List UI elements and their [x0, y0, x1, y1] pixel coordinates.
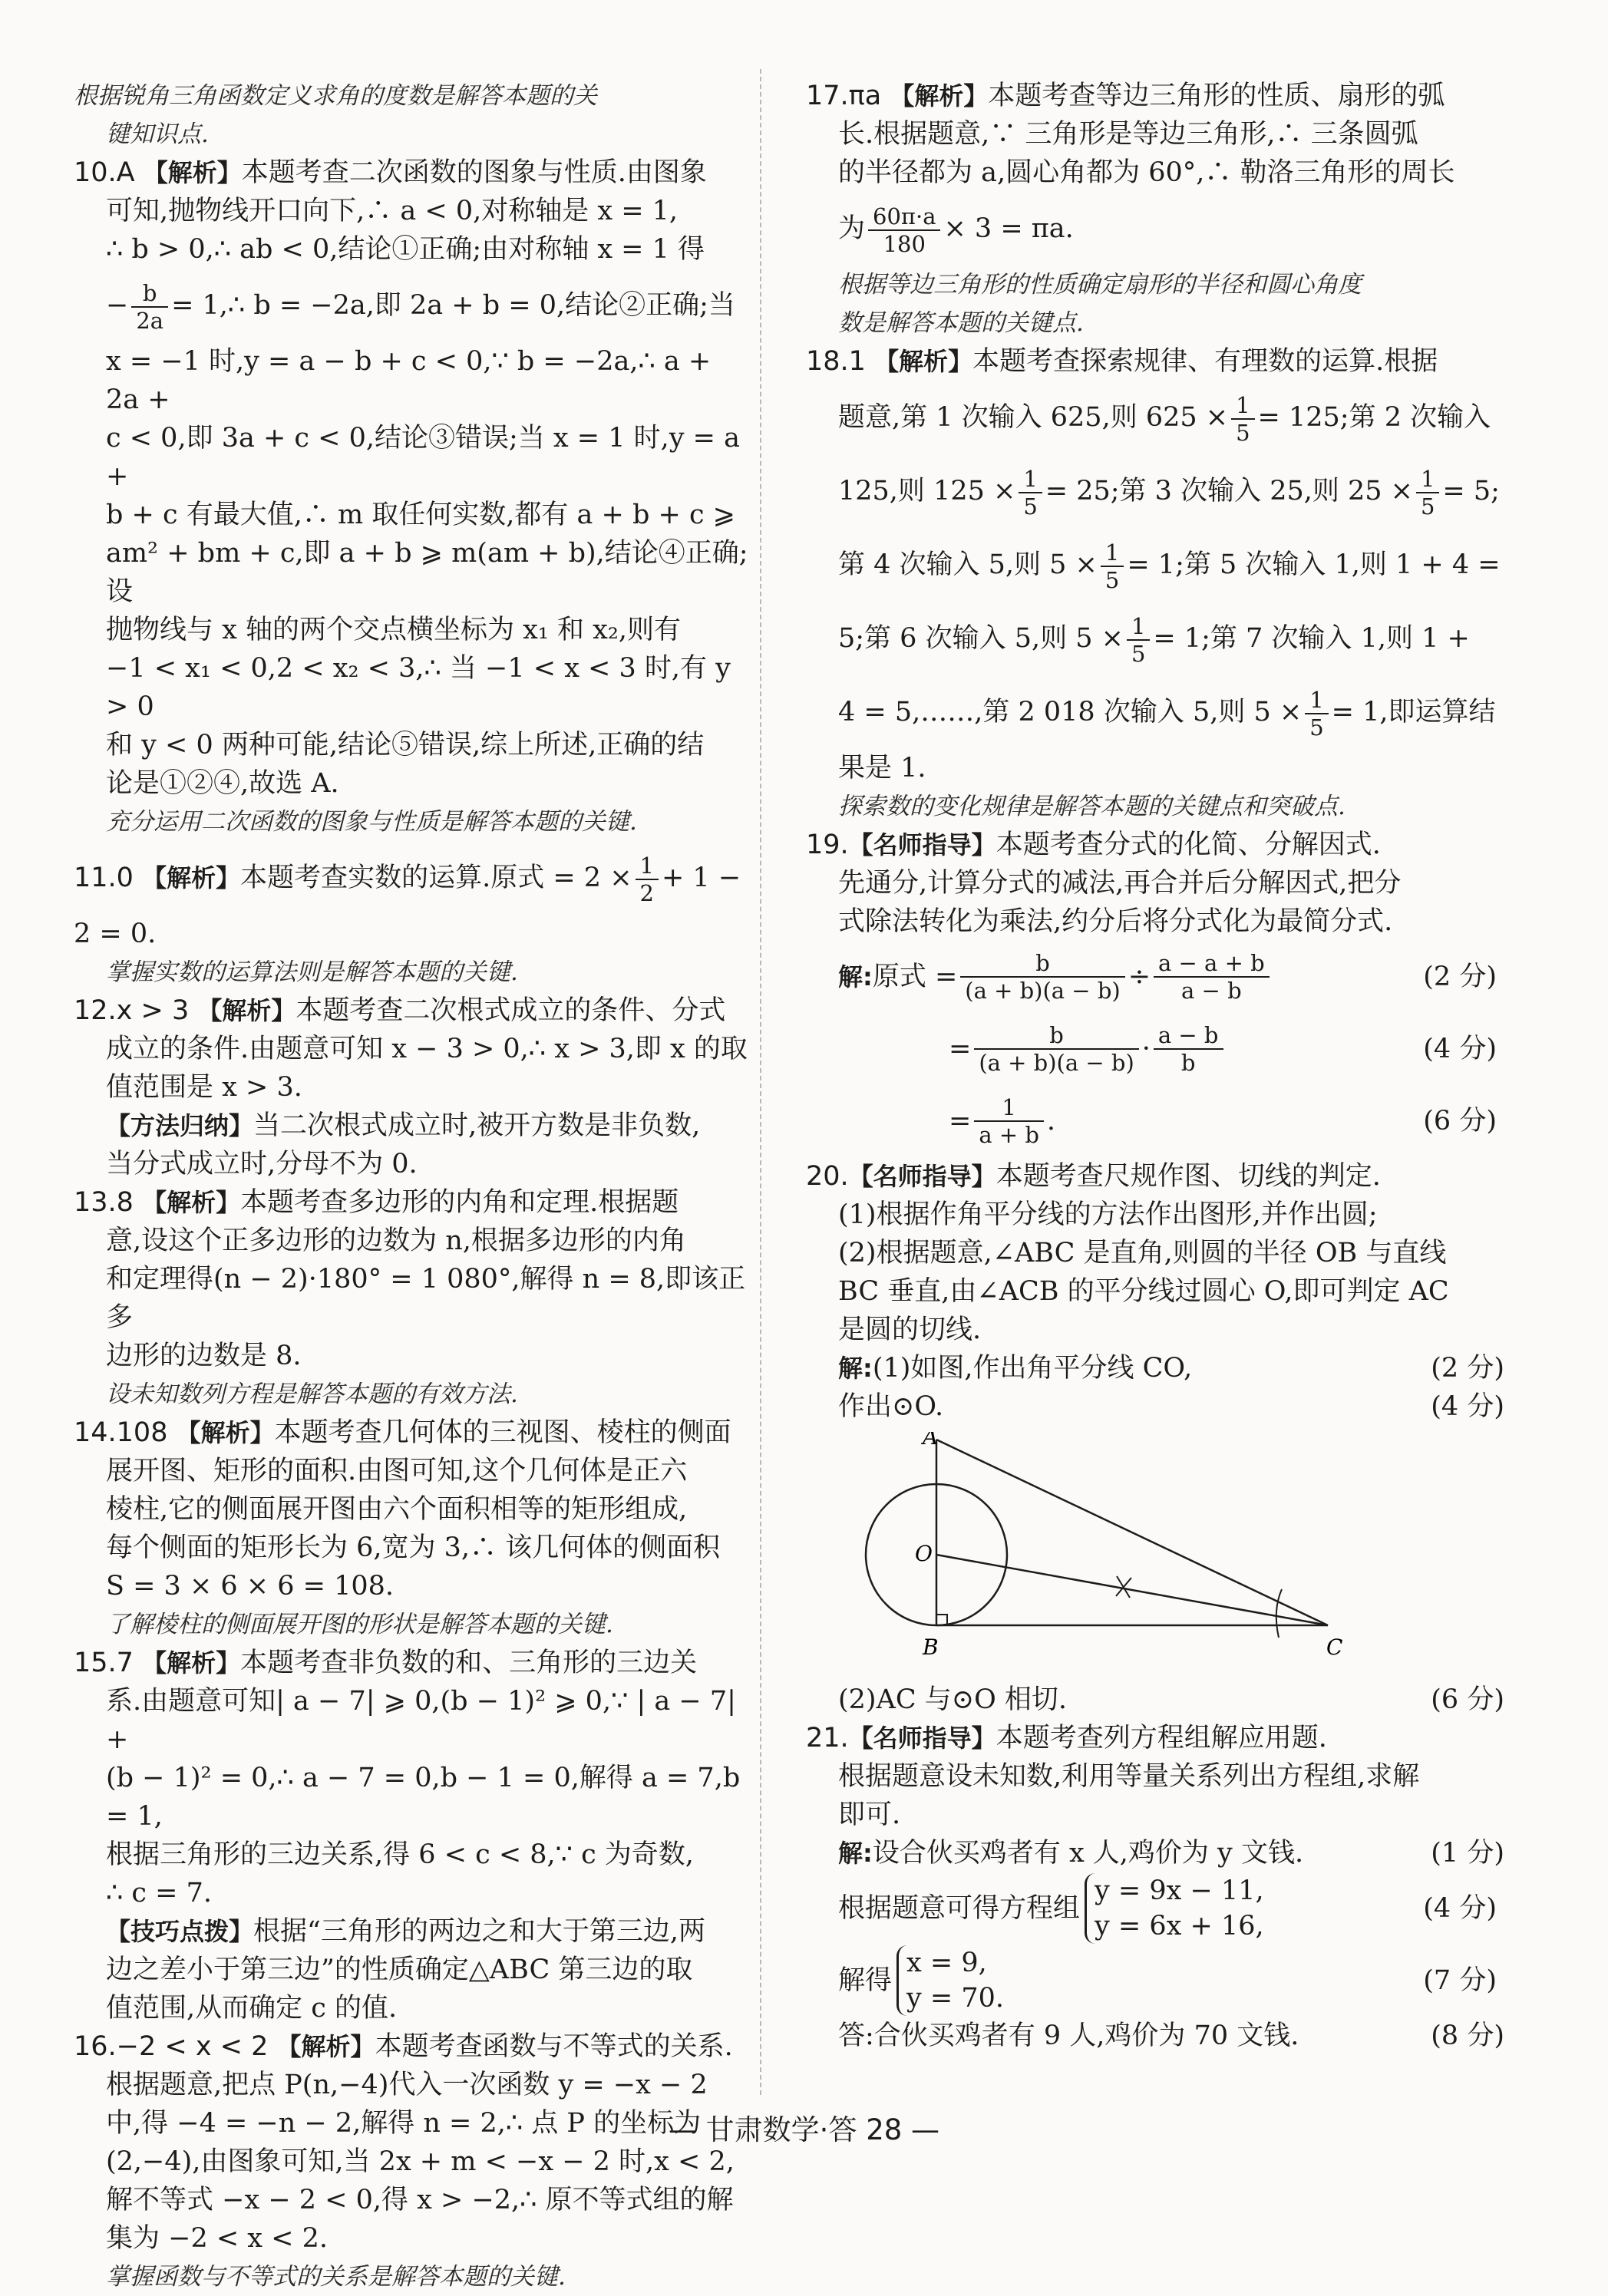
key-point: 键知识点.: [106, 120, 209, 148]
guidance-tag: 【名师指导】: [848, 1162, 996, 1191]
fraction: $\frac{1}{2}$: [636, 853, 659, 906]
key-point: 根据等边三角形的性质确定扇形的半径和圆心角度: [838, 271, 1362, 299]
left-column: [74, 77, 749, 2296]
answer-number: 13.8: [74, 1187, 134, 1218]
guidance-tag: 【名师指导】: [848, 830, 996, 859]
text-line: 集为 −2 < x < 2.: [106, 2223, 329, 2254]
answer-number: 20.: [806, 1161, 849, 1192]
fraction: $\frac{1}{5}$: [1416, 466, 1439, 520]
text-line: −1 < x₁ < 0,2 < x₂ < 3,∴ 当 −1 < x < 3 时,有 y > 0: [106, 653, 731, 722]
answer-16: 16.−2 < x < 2 【解析】本题考查函数与不等式的关系. 根据题意,把点 P(n,−4)代入一次函数 y = −x − 2 中,得 −4 = −n − 2,解得 n = 2,∴ 点 P 的坐标为 (2,−4),由图象可知,当 2x + m < −x − 2 时,x < 2, 解不等式 −x − 2 < 0,得 x > −2,∴ 原不等式组的解 集为 −2 < x < 2. 掌握函数与不等式的关系是解答本题的关键.: [74, 2027, 749, 2296]
key-point: 了解棱柱的侧面展开图的形状是解答本题的关键.: [106, 1611, 613, 1638]
score-label: (7 分): [1423, 1965, 1497, 1996]
score-label: (2 分): [1423, 962, 1497, 992]
text-line: ∴ b > 0,∴ ab < 0,结论①正确;由对称轴 x = 1 得: [106, 234, 705, 265]
text-line: 2 = 0.: [74, 919, 157, 949]
text-line: 成立的条件.由题意可知 x − 3 > 0,∴ x > 3,即 x 的取: [106, 1034, 748, 1064]
fraction: $\frac{1}{5}$: [1101, 539, 1124, 593]
label-b: B: [923, 1635, 939, 1660]
text-line: − $\frac{b}{2a}$ = 1,∴ b = −2a,即 2a + b = 0,结论②正确;当: [106, 279, 735, 334]
answer-number: 11.0: [74, 863, 134, 893]
text-line: 果是 1.: [838, 753, 926, 783]
analysis-tag: 【解析】: [143, 158, 242, 187]
text-line: 根据三角形的三边关系,得 6 < c < 8,∵ c 为奇数,: [106, 1839, 694, 1870]
answer-19: 19.【名师指导】本题考查分式的化简、分解因式. 先通分,计算分式的减法,再合并后分解因式,把分 式除法转化为乘法,约分后将分式化为最简分式. 解: 原式 = $\frac{b}{(a + b)(a - b)}$ ÷ $\frac{a - a + b}{a - b}$ (2 分) = $\frac{b}{(a + b)(a - b)}$ · a − b b (4 分) = $\frac{1}{a + b}$ . (6 分): [806, 826, 1504, 1157]
text-line: 长.根据题意,∵ 三角形是等边三角形,∴ 三条圆弧: [838, 119, 1418, 150]
text-line: 每个侧面的矩形长为 6,宽为 3,∴ 该几何体的侧面积: [106, 1532, 721, 1563]
fraction: $\frac{1}{5}$: [1231, 392, 1254, 446]
segment-ac: [936, 1440, 1328, 1625]
text-line: 125,则 125 × $\frac{1}{5}$ = 25;第 3 次输入 25,则 25 × $\frac{1}{5}$ = 5;: [838, 465, 1500, 520]
text-line: 4 = 5,……,第 2 018 次输入 5,则 5 × $\frac{1}{5}$ = 1,即运算结: [838, 686, 1496, 741]
text-line: 和定理得(n − 2)·180° = 1 080°,解得 n = 8,即该正多: [106, 1264, 746, 1333]
text-line: 和 y < 0 两种可能,结论⑤错误,综上所述,正确的结: [106, 730, 705, 760]
equation-system: y = 9x − 11, y = 6x + 16,: [1085, 1873, 1264, 1944]
answer-number: 15.7: [74, 1648, 134, 1678]
score-label: (1 分): [1431, 1838, 1504, 1869]
answer-10: [74, 153, 749, 841]
text-line: 即可.: [838, 1800, 901, 1830]
right-angle-mark: [936, 1615, 947, 1625]
page-footer: — 甘肃数学·答 28 —: [668, 2113, 940, 2146]
answer-number: 21.: [806, 1723, 849, 1753]
text-line: 先通分,计算分式的减法,再合并后分解因式,把分: [838, 868, 1402, 899]
text-line: 边之差小于第三边”的性质确定△ABC 第三边的取: [106, 1955, 693, 1985]
score-label: (8 分): [1431, 2021, 1504, 2051]
analysis-tag: 【解析】: [276, 2032, 375, 2061]
column-divider: [760, 69, 761, 2095]
solution-step: 解: 原式 = $\frac{b}{(a + b)(a - b)}$ ÷ $\frac{a - a + b}{a - b}$ (2 分): [838, 950, 1497, 1004]
text-line: 意,设这个正多边形的边数为 n,根据多边形的内角: [106, 1226, 686, 1256]
text-line: 式除法转化为乘法,约分后将分式化为最简分式.: [838, 906, 1393, 937]
text-line: 的半径都为 a,圆心角都为 60°,∴ 勒洛三角形的周长: [838, 157, 1455, 188]
guidance-tag: 【名师指导】: [848, 1724, 996, 1753]
analysis-tag: 【解析】: [142, 1188, 241, 1217]
text-line: (b − 1)² = 0,∴ a − 7 = 0,b − 1 = 0,解得 a = 7,b = 1,: [106, 1763, 741, 1832]
tip-tag: 【技巧点拨】: [106, 1917, 254, 1946]
score-label: (6 分): [1431, 1684, 1504, 1715]
analysis-tag: 【解析】: [874, 347, 973, 376]
solution-step: 作出⊙O. (4 分): [806, 1387, 1504, 1426]
answer-number: 18.1: [806, 346, 866, 377]
fraction: $\frac{1}{5}$: [1019, 466, 1042, 520]
text-line: BC 垂直,由∠ACB 的平分线过圆心 O,即可判定 AC: [838, 1276, 1449, 1307]
answer-number: 14.108: [74, 1417, 168, 1448]
text-line: 为 $\frac{60\pi\cdot a}{180}$ × 3 = πa.: [838, 203, 1074, 257]
score-label: (4 分): [1423, 1034, 1497, 1064]
fraction: $\frac{60\pi\cdot a}{180}$: [868, 203, 940, 257]
bisector-co: [936, 1555, 1328, 1625]
construction-arc: [1276, 1589, 1282, 1638]
analysis-tag: 【解析】: [197, 996, 296, 1025]
solution-step: 解:设合伙买鸡者有 x 人,鸡价为 y 文钱. (1 分): [806, 1834, 1504, 1872]
text-line: 题意,第 1 次输入 625,则 625 × $\frac{1}{5}$ = 125;第 2 次输入: [838, 391, 1491, 446]
solution-step: 解得 x = 9, y = 70. (7 分): [806, 1945, 1504, 2017]
answer-21: 21.【名师指导】本题考查列方程组解应用题. 根据题意设未知数,利用等量关系列出方程组,求解 即可. 解:设合伙买鸡者有 x 人,鸡价为 y 文钱. (1 分) 根据题意可得方程组 y = 9x − 11, y = 6x + 16, (4 分) 解得 x = 9, y = 70. (7 分) 答:合伙买鸡者有 9 人,鸡价为 70 文钱. (8 分): [806, 1719, 1504, 2055]
text-line: x = −1 时,y = a − b + c < 0,∵ b = −2a,∴ a + 2a +: [106, 346, 712, 415]
key-point: 设未知数列方程是解答本题的有效方法.: [106, 1381, 518, 1408]
answer-12: 12.x > 3 【解析】本题考查二次根式成立的条件、分式 成立的条件.由题意可知 x − 3 > 0,∴ x > 3,即 x 的取 值范围是 x > 3. 【方法归纳】当二次根式成立时,被开方数是非负数, 当分式成立时,分母不为 0.: [74, 991, 749, 1183]
equation-system: x = 9, y = 70.: [896, 1945, 1004, 2016]
fraction: $\frac{b}{2a}$: [131, 280, 168, 334]
text-line: 值范围,从而确定 c 的值.: [106, 1993, 398, 2024]
text-line: 第 4 次输入 5,则 5 × $\frac{1}{5}$ = 1;第 5 次输入 1,则 1 + 4 =: [838, 539, 1501, 593]
solution-step: 答:合伙买鸡者有 9 人,鸡价为 70 文钱. (8 分): [806, 2017, 1504, 2055]
text-line: 值范围是 x > 3.: [106, 1072, 302, 1103]
solution-step: (2)AC 与⊙O 相切. (6 分): [806, 1681, 1504, 1719]
solution-step: = $\frac{1}{a + b}$ . (6 分): [949, 1094, 1497, 1148]
key-point: 掌握实数的运算法则是解答本题的关键.: [106, 958, 518, 986]
text-line: am² + bm + c,即 a + b ⩾ m(am + b),结论④正确;设: [106, 538, 748, 607]
text-line: 可知,抛物线开口向下,∴ a < 0,对称轴是 x = 1,: [106, 196, 679, 226]
fraction: $\frac{1}{5}$: [1127, 613, 1150, 667]
analysis-tag: 【解析】: [176, 1418, 275, 1447]
text-line: 棱柱,它的侧面展开图由六个面积相等的矩形组成,: [106, 1494, 688, 1525]
label-c: C: [1326, 1635, 1343, 1660]
text-line: ∴ c = 7.: [106, 1878, 212, 1908]
text-line: 是圆的切线.: [838, 1315, 982, 1345]
score-label: (4 分): [1431, 1391, 1504, 1422]
answer-number: 16.−2 < x < 2: [74, 2031, 269, 2062]
answer-11: 11.0 【解析】本题考查实数的运算.原式 = 2 × $\frac{1}{2}$ + 1 − 2 = 0. 掌握实数的运算法则是解答本题的关键.: [74, 841, 749, 991]
method-tag: 【方法归纳】: [106, 1111, 254, 1140]
key-point: 充分运用二次函数的图象与性质是解答本题的关键.: [106, 808, 637, 836]
answer-13: 13.8 【解析】本题考查多边形的内角和定理.根据题 意,设这个正多边形的边数为 n,根据多边形的内角 和定理得(n − 2)·180° = 1 080°,解得 n = 8,即该正多 边形的边数是 8. 设未知数列方程是解答本题的有效方法.: [74, 1183, 749, 1414]
analysis-tag: 【解析】: [142, 863, 241, 892]
text-line: 根据题意,把点 P(n,−4)代入一次函数 y = −x − 2: [106, 2070, 708, 2100]
text-line: 本题考查二次函数的图象与性质.由图象: [241, 157, 707, 188]
text-line: (1)根据作角平分线的方法作出图形,并作出圆;: [838, 1199, 1378, 1230]
text-line: 边形的边数是 8.: [106, 1341, 302, 1371]
text-line: S = 3 × 6 × 6 = 108.: [106, 1571, 395, 1602]
score-label: (4 分): [1423, 1893, 1497, 1924]
analysis-tag: 【解析】: [142, 1648, 241, 1677]
geometry-figure: [852, 1432, 1359, 1670]
key-point: 探索数的变化规律是解答本题的关键点和突破点.: [838, 793, 1346, 820]
solution-step: 解:(1)如图,作出角平分线 CO, (2 分): [806, 1349, 1504, 1387]
answer-number: 19.: [806, 830, 849, 860]
solution-step: 根据题意可得方程组 y = 9x − 11, y = 6x + 16, (4 分): [806, 1872, 1504, 1945]
text-line: c < 0,即 3a + c < 0,结论③错误;当 x = 1 时,y = a +: [106, 423, 740, 492]
text-line: 论是①②④,故选 A.: [106, 768, 339, 799]
answer-17: 17.πa 【解析】本题考查等边三角形的性质、扇形的弧 长.根据题意,∵ 三角形是等边三角形,∴ 三条圆弧 的半径都为 a,圆心角都为 60°,∴ 勒洛三角形的周长 为 $\frac{60\pi\cdot a}{180}$ × 3 = πa. 根据等边三角形的性质确定扇形的半径和圆心角度 数是解答本题的关键点.: [806, 77, 1504, 342]
text-line: 根据题意设未知数,利用等量关系列出方程组,求解: [838, 1761, 1420, 1792]
fraction: $\frac{1}{5}$: [1305, 687, 1328, 741]
score-label: (2 分): [1431, 1353, 1504, 1384]
key-point: 根据锐角三角函数定义求角的度数是解答本题的关: [74, 82, 597, 110]
label-a: A: [923, 1432, 939, 1450]
text-line: 当分式成立时,分母不为 0.: [106, 1149, 418, 1179]
answer-number: 17.πa: [806, 81, 882, 111]
text-line: 5;第 6 次输入 5,则 5 × $\frac{1}{5}$ = 1;第 7 次输入 1,则 1 +: [838, 612, 1470, 667]
answer-20: 20.【名师指导】本题考查尺规作图、切线的判定. (1)根据作角平分线的方法作出图形,并作出圆; (2)根据题意,∠ABC 是直角,则圆的半径 OB 与直线 BC 垂直,由∠ACB 的平分线过圆心 O,即可判定 AC 是圆的切线. 解:(1)如图,作出角平分线 CO, (2 分) 作出⊙O. (4 分) A O B C (2)AC 与⊙O 相切. (6 分): [806, 1157, 1504, 1719]
score-label: (6 分): [1423, 1106, 1497, 1136]
text-line: 展开图、矩形的面积.由图可知,这个几何体是正六: [106, 1456, 688, 1486]
text-line: 中,得 −4 = −n − 2,解得 n = 2,∴ 点 P 的坐标为: [106, 2108, 702, 2139]
answer-number: 12.x > 3: [74, 995, 190, 1026]
right-column: [806, 77, 1504, 2055]
answer-number: 10.A: [74, 157, 135, 188]
text-line: 抛物线与 x 轴的两个交点横坐标为 x₁ 和 x₂,则有: [106, 615, 682, 645]
text-line: 系.由题意可知| a − 7| ⩾ 0,(b − 1)² ⩾ 0,∵ | a − 7| +: [106, 1686, 736, 1755]
answer-15: 15.7 【解析】本题考查非负数的和、三角形的三边关 系.由题意可知| a − 7| ⩾ 0,(b − 1)² ⩾ 0,∵ | a − 7| + (b − 1)² = 0,∴ a − 7 = 0,b − 1 = 0,解得 a = 7,b = 1, 根据三角形的三边关系,得 6 < c < 8,∵ c 为奇数, ∴ c = 7. 【技巧点拨】根据“三角形的两边之和大于第三边,两 边之差小于第三边”的性质确定△ABC 第三边的取 值范围,从而确定 c 的值.: [74, 1644, 749, 2027]
answer-14: 14.108 【解析】本题考查几何体的三视图、棱柱的侧面 展开图、矩形的面积.由图可知,这个几何体是正六 棱柱,它的侧面展开图由六个面积相等的矩形组成, 每个侧面的矩形长为 6,宽为 3,∴ 该几何体的侧面积 S = 3 × 6 × 6 = 108. 了解棱柱的侧面展开图的形状是解答本题的关键.: [74, 1414, 749, 1644]
text-line: (2,−4),由图象可知,当 2x + m < −x − 2 时,x < 2,: [106, 2146, 735, 2177]
analysis-tag: 【解析】: [890, 81, 989, 111]
label-o: O: [915, 1541, 933, 1566]
solution-step: = $\frac{b}{(a + b)(a - b)}$ · a − b b (4 分): [949, 1022, 1497, 1076]
key-point: 数是解答本题的关键点.: [838, 309, 1084, 337]
text-line: 解不等式 −x − 2 < 0,得 x > −2,∴ 原不等式组的解: [106, 2185, 734, 2215]
answer-18: 18.1 【解析】本题考查探索规律、有理数的运算.根据 题意,第 1 次输入 625,则 625 × $\frac{1}{5}$ = 125;第 2 次输入 125,则 125 × $\frac{1}{5}$ = 25;第 3 次输入 25,则 25 × $\frac{1}{5}$ = 5; 第 4 次输入 5,则 5 × $\frac{1}{5}$ = 1;第 5 次输入 1,则 1 + 4 = 5;第 6 次输入 5,则 5 × $\frac{1}{5}$ = 1;第 7 次输入 1,则 1 + 4 = 5,……,第 2 018 次输入 5,则 5 × $\frac{1}{5}$ = 1,即运算结 果是 1. 探索数的变化规律是解答本题的关键点和突破点.: [806, 342, 1504, 826]
text-line: b + c 有最大值,∴ m 取任何实数,都有 a + b + c ⩾: [106, 500, 736, 530]
text-line: (2)根据题意,∠ABC 是直角,则圆的半径 OB 与直线: [838, 1238, 1447, 1268]
key-point: 掌握函数与不等式的关系是解答本题的关键.: [106, 2263, 566, 2291]
